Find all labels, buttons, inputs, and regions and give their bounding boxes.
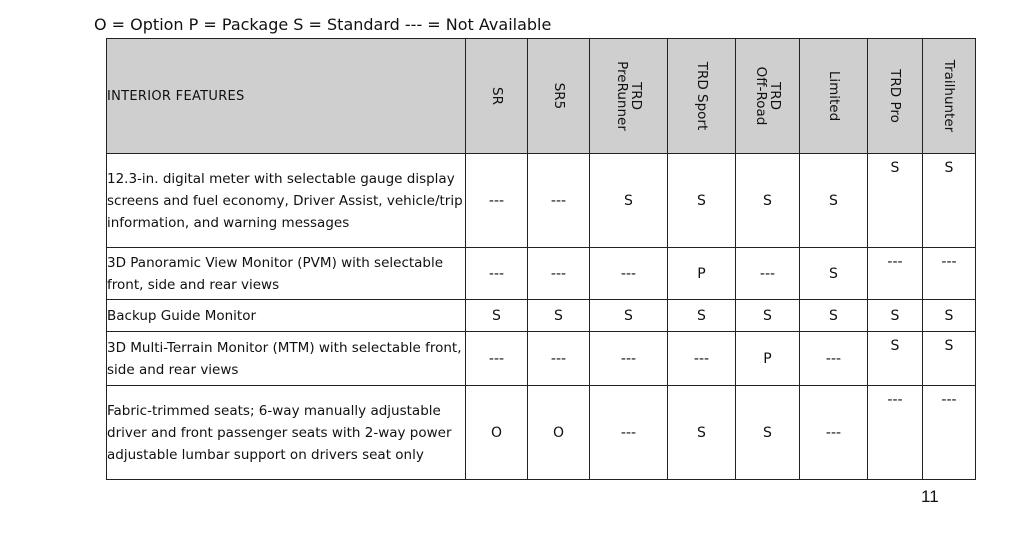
- availability-cell: S: [668, 386, 736, 480]
- trim-label: TRD PreRunner: [613, 61, 644, 131]
- availability-cell: S: [923, 300, 976, 332]
- availability-cell: ---: [528, 154, 590, 248]
- trim-header-trd-prerunner: [590, 39, 668, 154]
- availability-cell: ---: [590, 386, 668, 480]
- availability-cell: S: [923, 154, 976, 248]
- page-number: 11: [921, 487, 939, 506]
- availability-cell: P: [668, 248, 736, 300]
- availability-cell: S: [923, 332, 976, 386]
- availability-cell: S: [736, 386, 800, 480]
- trim-label: SR5: [550, 82, 567, 110]
- availability-cell: S: [800, 248, 868, 300]
- feature-description: Backup Guide Monitor: [107, 300, 466, 332]
- availability-cell: ---: [868, 248, 923, 300]
- table-row: [107, 154, 976, 248]
- availability-cell: S: [800, 300, 868, 332]
- availability-cell: ---: [868, 386, 923, 480]
- availability-cell: S: [668, 300, 736, 332]
- availability-cell: S: [590, 154, 668, 248]
- trim-label: SR: [488, 87, 505, 105]
- trim-label: TRD Pro: [887, 69, 903, 123]
- trim-label: TRD Off-Road: [752, 66, 783, 126]
- interior-features-table: [106, 38, 976, 480]
- table-row: [107, 332, 976, 386]
- availability-cell: S: [590, 300, 668, 332]
- trim-label: Limited: [825, 70, 842, 122]
- availability-cell: ---: [528, 248, 590, 300]
- availability-cell: ---: [736, 248, 800, 300]
- availability-cell: S: [868, 332, 923, 386]
- availability-cell: S: [668, 154, 736, 248]
- feature-description: 3D Multi-Terrain Monitor (MTM) with selectable front, side and rear views: [107, 332, 466, 386]
- feature-column-header: INTERIOR FEATURES: [107, 39, 466, 154]
- availability-cell: S: [736, 300, 800, 332]
- availability-cell: ---: [590, 332, 668, 386]
- availability-cell: P: [736, 332, 800, 386]
- availability-cell: ---: [668, 332, 736, 386]
- trim-label: Trailhunter: [941, 59, 957, 133]
- table-row: [107, 300, 976, 332]
- trim-header-trd-sport: [668, 39, 736, 154]
- availability-cell: ---: [590, 248, 668, 300]
- header-row: [107, 39, 976, 154]
- trim-header-trailhunter: [923, 39, 976, 154]
- trim-header-trd-pro: [868, 39, 923, 154]
- availability-cell: O: [528, 386, 590, 480]
- availability-cell: S: [528, 300, 590, 332]
- trim-header-sr5: [528, 39, 590, 154]
- feature-description: 3D Panoramic View Monitor (PVM) with selectable front, side and rear views: [107, 248, 466, 300]
- availability-cell: S: [466, 300, 528, 332]
- trim-header-sr: [466, 39, 528, 154]
- availability-cell: ---: [923, 386, 976, 480]
- feature-description: 12.3-in. digital meter with selectable gauge display screens and fuel economy, Driver Assist, vehicle/trip information, and warning messages: [107, 154, 466, 248]
- availability-cell: ---: [466, 332, 528, 386]
- trim-header-trd-off-road: [736, 39, 800, 154]
- availability-cell: ---: [800, 386, 868, 480]
- trim-header-limited: [800, 39, 868, 154]
- availability-cell: ---: [466, 154, 528, 248]
- availability-cell: S: [736, 154, 800, 248]
- availability-cell: O: [466, 386, 528, 480]
- trim-label: TRD Sport: [693, 61, 710, 131]
- table-row: [107, 386, 976, 480]
- table-row: [107, 248, 976, 300]
- legend: O = Option P = Package S = Standard --- = Not Available: [94, 15, 552, 34]
- availability-cell: S: [800, 154, 868, 248]
- availability-cell: ---: [923, 248, 976, 300]
- availability-cell: ---: [800, 332, 868, 386]
- availability-cell: ---: [528, 332, 590, 386]
- availability-cell: ---: [466, 248, 528, 300]
- availability-cell: S: [868, 154, 923, 248]
- availability-cell: S: [868, 300, 923, 332]
- feature-description: Fabric-trimmed seats; 6-way manually adjustable driver and front passenger seats with 2-way power adjustable lumbar support on drivers seat only: [107, 386, 466, 480]
